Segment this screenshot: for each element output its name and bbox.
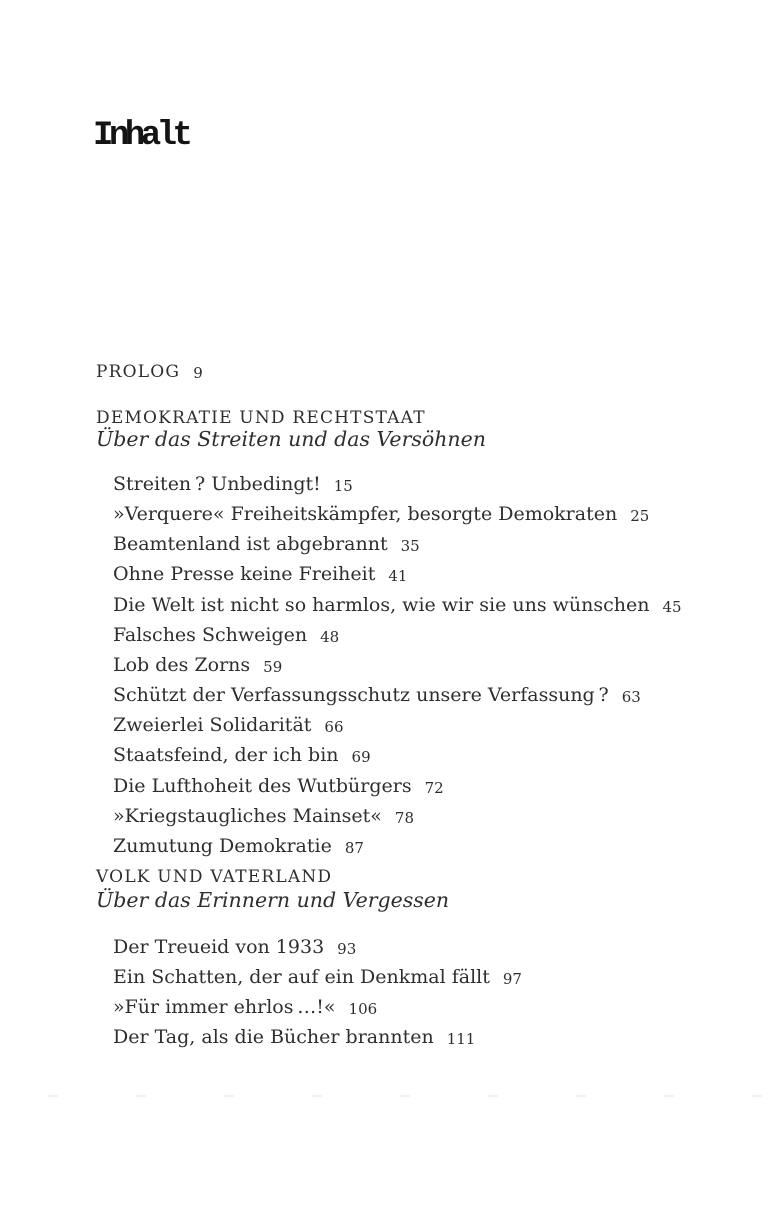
page-number: 97 [502, 970, 522, 989]
toc-entry [113, 500, 682, 530]
page-number: 78 [394, 808, 415, 827]
toc-entry [113, 711, 682, 741]
toc-entry [113, 1023, 522, 1053]
prolog-label: PROLOG [96, 362, 181, 382]
toc-entry [113, 591, 682, 621]
toc-entry-prolog [96, 358, 203, 387]
page-number: 35 [400, 537, 420, 556]
chapter-title: »Kriegstaugliches Mainset« [113, 804, 382, 827]
page-number: 59 [263, 657, 283, 676]
page-number: 45 [662, 597, 682, 616]
page-number: 41 [388, 567, 408, 586]
chapter-title: Der Treueid von 1933 [113, 936, 325, 958]
section-subtitle-volk: Über das Erinnern und Vergessen [96, 888, 450, 912]
chapter-title: Zweierlei Solidarität [113, 714, 312, 737]
chapter-title: »Für immer ehrlos …!« [113, 996, 336, 1019]
page-number: 63 [621, 688, 641, 707]
chapter-title: Lob des Zorns [113, 653, 251, 676]
chapter-title: Der Tag, als die Bücher brannten [113, 1026, 434, 1049]
toc-entry [113, 530, 682, 560]
page-number: 87 [344, 838, 364, 857]
scan-artifact-divider [0, 1095, 768, 1097]
chapter-title: Streiten ? Unbedingt! [113, 473, 321, 495]
chapter-title: Falsches Schweigen [113, 623, 308, 646]
page-number: 48 [320, 627, 340, 646]
toc-entry [113, 560, 682, 590]
chapter-title: Ein Schatten, der auf ein Denkmal fällt [113, 966, 490, 989]
section-subtitle-demokratie: Über das Streiten und das Versöhnen [96, 427, 486, 451]
page-number: 106 [348, 1000, 378, 1019]
page-number: 72 [424, 778, 444, 797]
toc-entry [113, 772, 682, 802]
page-number: 69 [351, 748, 371, 767]
chapter-list-volk [113, 933, 522, 1054]
toc-entry [113, 993, 522, 1023]
toc-entry [113, 681, 682, 711]
page-title: Inhalt [93, 116, 189, 155]
chapter-title: Beamtenland ist abgebrannt [113, 533, 388, 556]
chapter-title: »Verquere« Freiheitskämpfer, besorgte Demokraten [113, 503, 618, 526]
chapter-list-demokratie [113, 470, 682, 862]
page-number: 66 [324, 718, 344, 737]
toc-entry [113, 741, 682, 771]
toc-entry [113, 470, 682, 500]
page-number: 9 [193, 364, 203, 382]
chapter-title: Die Welt ist nicht so harmlos, wie wir sie uns wünschen [113, 593, 650, 616]
chapter-title: Die Lufthoheit des Wutbürgers [113, 774, 412, 797]
toc-entry [113, 651, 682, 681]
toc-entry [113, 621, 682, 651]
page-number: 93 [337, 940, 357, 958]
section-heading-demokratie: DEMOKRATIE UND RECHTSTAAT [96, 408, 426, 428]
page-number: 15 [333, 477, 353, 495]
page-number: 25 [630, 507, 650, 526]
section-heading-volk: VOLK UND VATERLAND [96, 867, 333, 887]
chapter-title: Ohne Presse keine Freiheit [113, 563, 376, 586]
toc-entry [113, 933, 522, 963]
toc-entry [113, 832, 682, 862]
toc-entry [113, 963, 522, 993]
toc-entry [113, 802, 682, 832]
chapter-title: Zumutung Demokratie [113, 834, 332, 857]
page-number: 111 [446, 1030, 476, 1049]
chapter-title: Schützt der Verfassungsschutz unsere Verfassung ? [113, 684, 609, 707]
chapter-title: Staatsfeind, der ich bin [113, 744, 339, 767]
